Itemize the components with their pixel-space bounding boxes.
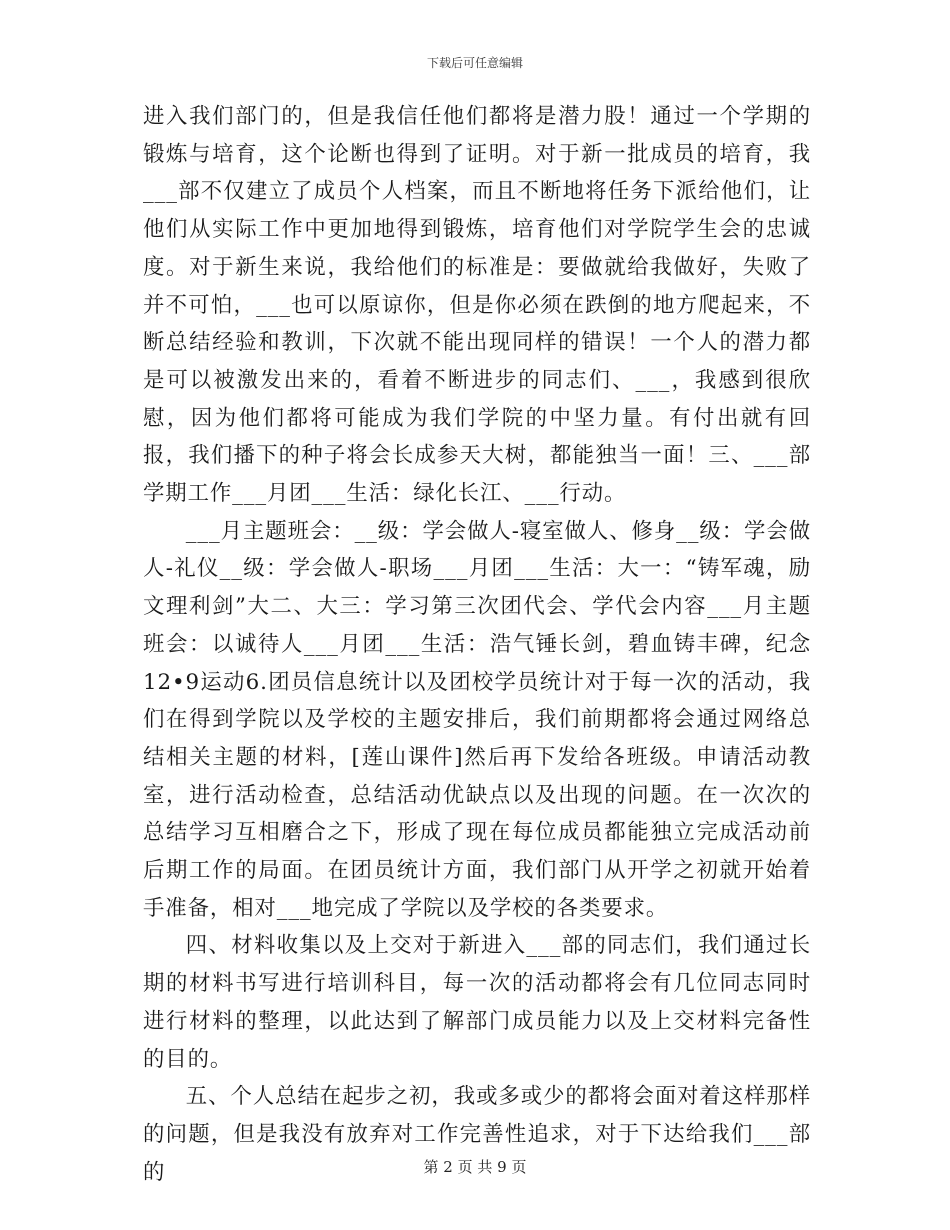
paragraph-3: 四、材料收集以及上交对于新进入___部的同志们，我们通过长期的材料书写进行培训科目，每一次的活动都将会有几位同志同时进行材料的整理，以此达到了解部门成员能力以及上交材料完备性的目的。	[143, 933, 811, 1072]
paragraph-1: 进入我们部门的，但是我信任他们都将是潜力股！通过一个学期的锻炼与培育，这个论断也得到了证明。对于新一批成员的培育，我___部不仅建立了成员个人档案，而且不断地将任务下派给他们，让他们从实际工作中更加地得到锻炼，培育他们对学院学生会的忠诚度。对于新生来说，我给他们的标准是：要做就给我做好，失败了并不可怕，___也可以原谅你，但是你必须在跌倒的地方爬起来，不断总结经验和教训，下次就不能出现同样的错误！一个人的潜力都是可以被激发出来的，看着不断进步的同志们、___，我感到很欣慰，因为他们都将可能成为我们学院的中坚力量。有付出就有回报，我们播下的种子将会长成参天大树，都能独当一面！三、___部学期工作___月团___生活：绿化长江、___行动。	[143, 104, 811, 507]
page-header: 下载后可任意编辑	[426, 56, 523, 70]
document-body	[143, 98, 811, 1191]
page-footer: 第 2 页 共 9 页	[423, 1158, 527, 1176]
paragraph-2: ___月主题班会：__级：学会做人-寝室做人、修身__级：学会做人-礼仪__级：学会做人-职场___月团___生活：大一：“铸军魂，励文理利剑”大二、大三：学习第三次团代会、学代会内容___月主题班会：以诚待人___月团___生活：浩气锤长剑，碧血铸丰碑，纪念12•9运动6.团员信息统计以及团校学员统计对于每一次的活动，我们在得到学院以及学校的主题安排后，我们前期都将会通过网络总结相关主题的材料，[莲山课件]然后再下发给各班级。申请活动教室，进行活动检查，总结活动优缺点以及出现的问题。在一次次的总结学习互相磨合之下，形成了现在每位成员都能独立完成活动前后期工作的局面。在团员统计方面，我们部门从开学之初就开始着手准备，相对___地完成了学院以及学校的各类要求。	[143, 518, 811, 921]
paragraph-4: 五、个人总结在起步之初，我或多或少的都将会面对着这样那样的问题，但是我没有放弃对工作完善性追求，对于下达给我们___部的	[143, 1084, 811, 1185]
